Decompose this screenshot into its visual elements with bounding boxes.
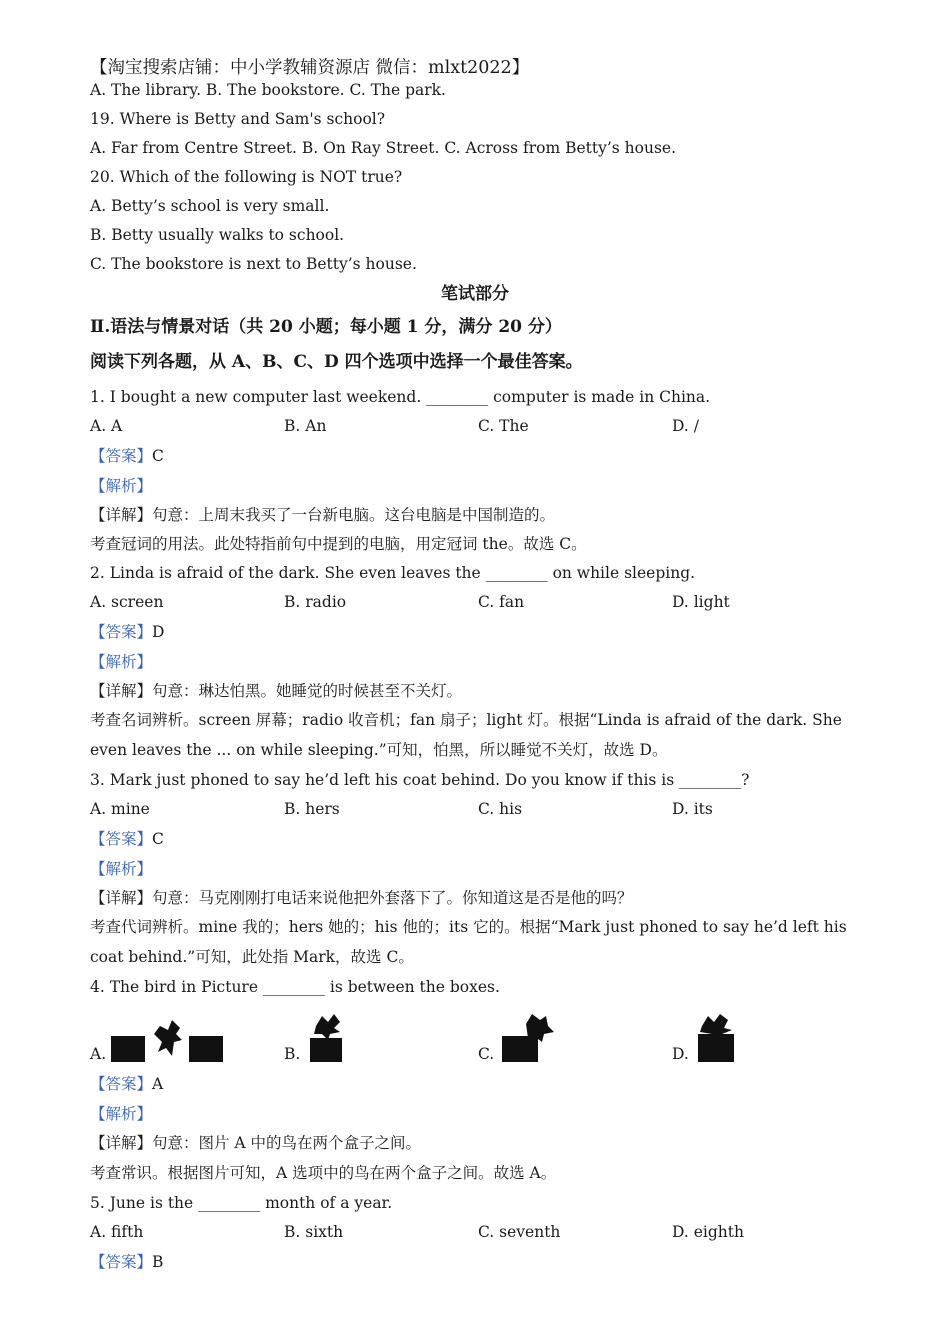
q5-option-b: B. sixth [284, 1223, 344, 1241]
q1-option-d: D. / [672, 417, 699, 435]
bird-behind-box-picture [500, 1012, 556, 1064]
q5-option-a: A. fifth [90, 1223, 144, 1241]
q2-option-a: A. screen [90, 593, 164, 611]
q4-detail: 【详解】句意：图片 A 中的鸟在两个盒子之间。 [90, 1134, 422, 1152]
q1-stem: 1. I bought a new computer last weekend. ________ computer is made in China. [90, 388, 711, 406]
q4-option-a [90, 1044, 106, 1064]
q18-options: A. The library. B. The bookstore. C. The park. [90, 81, 446, 99]
bird-on-box-picture [306, 1012, 346, 1064]
q4-stem: 4. The bird in Picture ________ is between the boxes. [90, 978, 500, 996]
answer-value: C [152, 830, 164, 848]
q4-answer [90, 1074, 855, 1094]
q4-option-d-label: D. [672, 1045, 689, 1063]
q2-answer [90, 622, 855, 642]
q3-detail: 【详解】句意：马克刚刚打电话来说他把外套落下了。你知道这是否是他的吗？ [90, 889, 633, 907]
q1-explanation: 考查冠词的用法。此处特指前句中提到的电脑，用定冠词 the。故选 C。 [90, 535, 587, 553]
q5-option-c: C. seventh [478, 1223, 561, 1241]
header-banner: 【淘宝搜索店铺：中小学教辅资源店 微信：mlxt2022】 [90, 58, 530, 78]
answer-tag: 【答案】 [90, 623, 153, 641]
answer-tag: 【答案】 [90, 447, 153, 465]
q2-option-c: C. fan [478, 593, 525, 611]
answer-value: A [152, 1075, 164, 1093]
q3-option-c: C. his [478, 800, 523, 818]
q1-option-a: A. A [90, 417, 123, 435]
answer-value: C [152, 447, 164, 465]
answer-tag: 【答案】 [90, 1075, 153, 1093]
q1-option-c: C. The [478, 417, 529, 435]
q3-analysis-tag: 【解析】 [90, 860, 153, 878]
q4-option-b [284, 1044, 300, 1064]
q19-question: 19. Where is Betty and Sam's school? [90, 110, 386, 128]
section2-title: Ⅱ.语法与情景对话（共 20 小题；每小题 1 分，满分 20 分） [90, 317, 562, 337]
q4-explanation: 考查常识。根据图片可知，A 选项中的鸟在两个盒子之间。故选 A。 [90, 1164, 557, 1182]
q1-option-b: B. An [284, 417, 327, 435]
q2-analysis-tag: 【解析】 [90, 653, 153, 671]
answer-value: D [152, 623, 165, 641]
q20-question: 20. Which of the following is NOT true? [90, 168, 403, 186]
section2-instruction: 阅读下列各题，从 A、B、C、D 四个选项中选择一个最佳答案。 [90, 352, 583, 372]
q3-option-d: D. its [672, 800, 713, 818]
q1-answer [90, 446, 855, 466]
q2-detail: 【详解】句意：琳达怕黑。她睡觉的时候甚至不关灯。 [90, 682, 463, 700]
q3-option-a: A. mine [90, 800, 150, 818]
q20-option-a: A. Betty’s school is very small. [90, 197, 330, 215]
q3-stem: 3. Mark just phoned to say he’d left his coat behind. Do you know if this is ________? [90, 771, 750, 789]
q3-option-b: B. hers [284, 800, 340, 818]
q5-stem: 5. June is the ________ month of a year. [90, 1194, 393, 1212]
answer-tag: 【答案】 [90, 1253, 153, 1271]
answer-value: B [152, 1253, 164, 1271]
q4-option-b-label: B. [284, 1045, 301, 1063]
q3-answer [90, 829, 855, 849]
q20-option-b: B. Betty usually walks to school. [90, 226, 345, 244]
q4-option-c-label: C. [478, 1045, 495, 1063]
q4-option-d [672, 1044, 689, 1064]
q1-analysis-tag: 【解析】 [90, 477, 153, 495]
q4-analysis-tag: 【解析】 [90, 1105, 153, 1123]
bird-between-boxes-picture [110, 1016, 224, 1064]
written-section-title: 笔试部分 [441, 284, 509, 304]
answer-tag: 【答案】 [90, 830, 153, 848]
q19-options: A. Far from Centre Street. B. On Ray Street. C. Across from Betty’s house. [90, 139, 677, 157]
q2-option-b: B. radio [284, 593, 347, 611]
q2-explanation: 考查名词辨析。screen 屏幕；radio 收音机；fan 扇子；light 灯。根据“Linda is afraid of the dark. She even leaves the ... on while sleeping.”可知，怕黑，所以睡觉不关灯，故选 D。 [90, 711, 842, 759]
q20-option-c: C. The bookstore is next to Betty’s house. [90, 255, 417, 273]
q5-answer [90, 1252, 855, 1272]
q5-option-d: D. eighth [672, 1223, 744, 1241]
q4-option-c [478, 1044, 494, 1064]
q1-detail: 【详解】句意：上周末我买了一台新电脑。这台电脑是中国制造的。 [90, 506, 556, 524]
q2-stem: 2. Linda is afraid of the dark. She even leaves the ________ on while sleeping. [90, 564, 696, 582]
q4-option-a-label: A. [90, 1045, 107, 1063]
q3-explanation: 考查代词辨析。mine 我的；hers 她的；his 他的；its 它的。根据“Mark just phoned to say he’d left his coat behind.”可知，此处指 Mark，故选 C。 [90, 918, 847, 966]
bird-in-box-picture [694, 1012, 738, 1064]
q2-option-d: D. light [672, 593, 730, 611]
